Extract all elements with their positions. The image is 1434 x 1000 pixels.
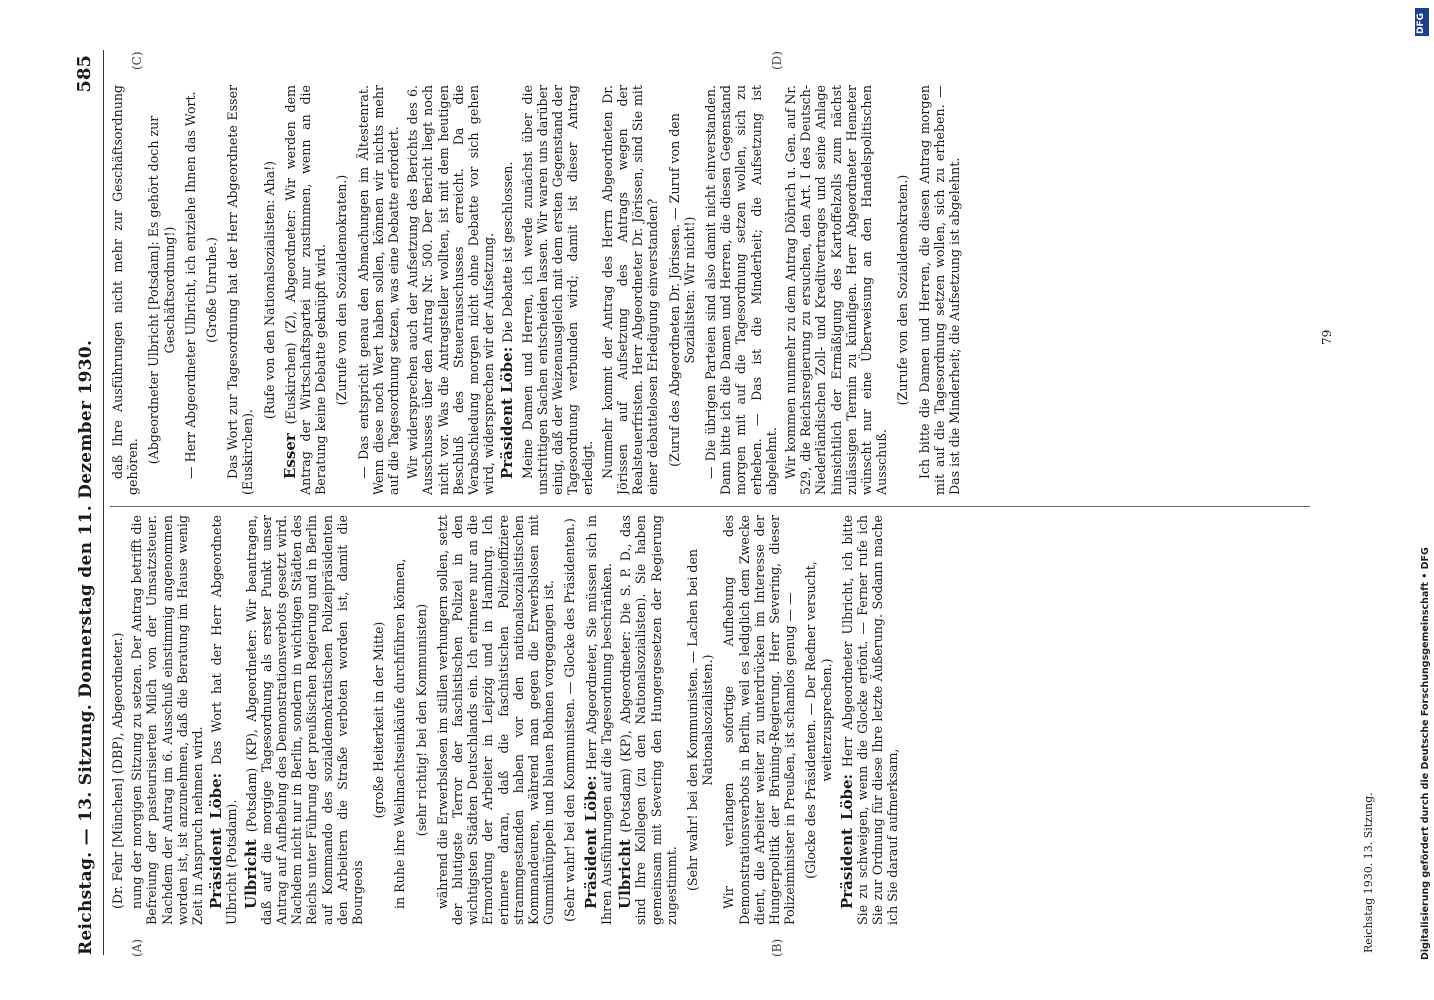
speaker-name: Esser xyxy=(280,433,299,479)
footer-left: Reichstag 1930. 13. Sitzung. xyxy=(1362,792,1375,953)
right-column xyxy=(110,85,1340,495)
interjection: (Sehr wahr! bei den Kommunisten. — Glocke des Präsidenten.) xyxy=(562,518,578,922)
interjection: (Abgeordneter Ulbricht [Potsdam]: Es gehört doch zur Geschäftsordnung!) xyxy=(146,115,177,465)
speaker-name: Präsident Löbe: xyxy=(207,772,226,909)
speaker-name: Ulbricht xyxy=(616,839,635,909)
running-title: Reichstag. — 13. Sitzung. Donnerstag den 11. Dezember 1930. xyxy=(76,339,96,955)
margin-mark-c: (C) xyxy=(130,51,144,70)
speech-text: Herr Abgeordneter Ulbricht, ich bitte Sie zu schweigen, wenn die Glocke ertönt. — Ferner rufe ich Sie zur Ordnung für diese Ihre letzte Äußerung. Sodann mache ich Sie darauf aufmerksam, xyxy=(839,515,901,925)
paragraph: Wir kommen nunmehr zu dem Antrag Döbrich u. Gen. auf Nr. 529, die Reichsregierung zu ersuchen, den Art. I des Deutsch-Niederländischen Zoll- und Kreditvertrages und seine Anlage hinsichtlich der Ermäßigung des Kartoffelzolls zum nächst zulässigen Termin zu kündigen. Herr Abgeordneter Hemeter wünscht nur eine Überweisung an den Handelspolitischen Ausschuß. xyxy=(782,85,890,495)
interjection: (Rufe von den Nationalsozialisten: Aha!) xyxy=(261,160,277,420)
interjection: (große Heiterkeit in der Mitte) xyxy=(371,621,387,819)
margin-mark-b: (B) xyxy=(770,938,784,957)
page-number: 585 xyxy=(74,55,95,93)
speaker-name: Präsident Löbe: xyxy=(498,346,517,479)
paragraph: Wir verlangen sofortige Aufhebung des Demonstrationsverbots in Berlin, weil es lediglich dem Zwecke dient, die Arbeiter weiter zu unterdrücken im Interesse der Hungerpolitik der Brüning-Regierung. Herr Severing, dieser Polizeiminister in Preußen, ist schamlos genug — — xyxy=(721,515,798,925)
interjection: (sehr richtig! bei den Kommunisten) xyxy=(413,603,429,837)
speaker-name: Präsident Löbe: xyxy=(837,773,856,909)
speech-text: Die Debatte ist geschlossen. xyxy=(500,161,516,347)
paragraph: — Die übrigen Parteien sind also damit nicht einverstanden. Dann bitte ich die Damen und Herren, die diesen Gegenstand morgen mit auf die Tagesordnung setzen wollen, sich zu erheben. — Das ist die Minderheit; die Aufsetzung ist abgelehnt. xyxy=(702,85,779,495)
speech-paragraph xyxy=(581,515,614,925)
speaker-name: Präsident Löbe: xyxy=(581,775,600,909)
paragraph: Das Wort zur Tagesordnung hat der Herr Abgeordnete Esser (Euskirchen). xyxy=(225,85,256,495)
speech-text: Das Wort hat der Herr Abgeordnete Ulbricht (Potsdam). xyxy=(209,515,240,925)
speech-paragraph xyxy=(241,515,366,925)
speech-paragraph xyxy=(500,85,515,495)
paragraph: (Dr. Fehr [München] (DBP), Abgeordneter.) xyxy=(110,632,125,909)
interjection: (Zurufe von den Sozialdemokraten.) xyxy=(895,174,911,406)
paragraph: in Ruhe ihre Weihnachtseinkäufe durchführen können, xyxy=(392,558,408,909)
left-column xyxy=(110,515,1340,925)
dfg-logo-text: DFG xyxy=(1416,12,1426,34)
speech-paragraph xyxy=(837,515,901,925)
signature-number: 79 xyxy=(1320,329,1334,345)
speech-text: Herr Abgeordneter, Sie müssen sich in Ihren Ausführungen auf die Tagesordnung beschränken. xyxy=(583,515,614,925)
page-header xyxy=(70,35,104,965)
interjection: (Große Unruhe.) xyxy=(204,237,220,343)
dfg-credit-sidebar: Digitalisierung gefördert durch die Deutsche Forschungsgemeinschaft • DFG xyxy=(1420,547,1431,960)
margin-mark-d: (D) xyxy=(770,51,784,70)
header-rule xyxy=(103,50,104,955)
paragraph: daß Ihre Ausführungen nicht mehr zur Geschäftsordnung gehören. xyxy=(110,85,141,495)
interjection: (Sehr wahr! bei den Kommunisten. — Lachen bei den Nationalsozialisten.) xyxy=(684,548,716,892)
speech-text: (Potsdam) (KP), Abgeordneter: Die S. P. D., das sind Ihre Kollegen (zu den Nationalsozialisten). Sie haben gemeinsam mit Severing den Hungergesetzen der Regierung zugestimmt. xyxy=(618,515,679,925)
paragraph: Wir widersprechen auch der Aufsetzung des Berichts des 6. Ausschusses über den Antrag Nr. 500. Der Bericht liegt noch nicht vor. Was die Antragsteller wollten, ist mit dem heutigen Beschluß des Steuerausschusses erreicht. Da die Verabschiedung morgen nicht ohne Debatte vor sich gehen wird, widersprechen wir der Aufsetzung. xyxy=(405,85,497,495)
paragraph: nung der morgigen Sitzung zu setzen. Der Antrag betrifft die Befreiung der pasteurisierten Milch von der Umsatzsteuer. Nachdem der Antrag im 6. Ausschuß einstimmig angenommen worden ist, ist anzunehmen, daß die Beratung im Hause wenig Zeit in Anspruch nehmen wird. xyxy=(129,515,206,925)
paragraph: Ich bitte die Damen und Herren, die diesen Antrag morgen mit auf die Tagesordnung setzen wollen, sich zu erheben. — Das ist die Minderheit; die Aufsetzung ist abgelehnt. xyxy=(916,85,962,495)
speech-paragraph xyxy=(209,515,239,925)
column-divider xyxy=(110,506,1310,507)
speech-text: (Potsdam) (KP), Abgeordneter: Wir beantragen, daß auf die morgige Tagesordnung als erster Punkt unser Antrag auf Aufhebung des Demonstrationsverbots gesetzt wird. Nachdem nicht nur in Berlin, sondern in wichtigen Städten des Reichs unter Führung der preußischen Regierung und in Berlin auf Kommando des sozialdemokratischen Polizeipräsidenten den Arbeitern die Straße verboten worden ist, damit die Bourgeois xyxy=(243,515,366,925)
paragraph: Meine Damen und Herren, ich werde zunächst über die unstrittigen Sachen entscheiden lassen. Wir waren uns darüber einig, daß der Weizenausgleich mit dem ersten Gegenstand der Tagesordnung verbunden wird; damit ist dieser Antrag erledigt. xyxy=(519,85,596,495)
paragraph: während die Erwerbslosen im stillen verhungern sollen, setzt der blutigste Terror der faschistischen Polizei in den wichtigsten Städten Deutschlands ein. Ich erinnere nur an die Ermordung der Arbeiter in Leipzig und in Hamburg. Ich erinnere daran, daß die faschistischen Polizeioffiziere strammgestanden haben vor den nationalsozialistischen Kommandeuren, während man gegen die Erwerbslosen mit Gummiknüppeln und blauen Bohnen vorgegangen ist. xyxy=(434,515,557,925)
speech-paragraph xyxy=(618,515,679,925)
interjection: (Glocke des Präsidenten. — Der Redner versucht, weiterzusprechen.) xyxy=(803,561,834,879)
speaker-name: Ulbricht xyxy=(241,839,260,909)
margin-mark-a: (A) xyxy=(130,938,144,957)
dfg-logo xyxy=(1415,8,1429,36)
paragraph: — Das entspricht genau den Abmachungen im Ältestenrat. Wenn diese noch Wert haben sollen, können wir nichts mehr auf die Tagesordnung setzen, was eine Debatte erfordert. xyxy=(355,85,402,495)
paragraph: Nunmehr kommt der Antrag des Herrn Abgeordneten Dr. Jörissen auf Aufsetzung des Antrags wegen der Realsteuerfristen. Herr Abgeordneter Dr. Jörissen, sind Sie mit einer debattelosen Erledigung einverstanden? xyxy=(599,85,661,495)
rotated-page xyxy=(70,35,1390,965)
interjection: (Zurufe von den Sozialdemokraten.) xyxy=(334,174,350,406)
paragraph: — Herr Abgeordneter Ulbricht, ich entziehe Ihnen das Wort. xyxy=(182,91,198,479)
interjection: (Zuruf des Abgeordneten Dr. Jörissen. — Zuruf von den Sozialisten: Wir nicht!) xyxy=(666,113,697,467)
speech-paragraph xyxy=(280,85,329,495)
speech-text: (Euskirchen) (Z), Abgeordneter: Wir werden dem Antrag der Wirtschaftspartei nur zustimmen, wenn an die Beratung keine Debatte geknüpft wird. xyxy=(282,85,329,495)
